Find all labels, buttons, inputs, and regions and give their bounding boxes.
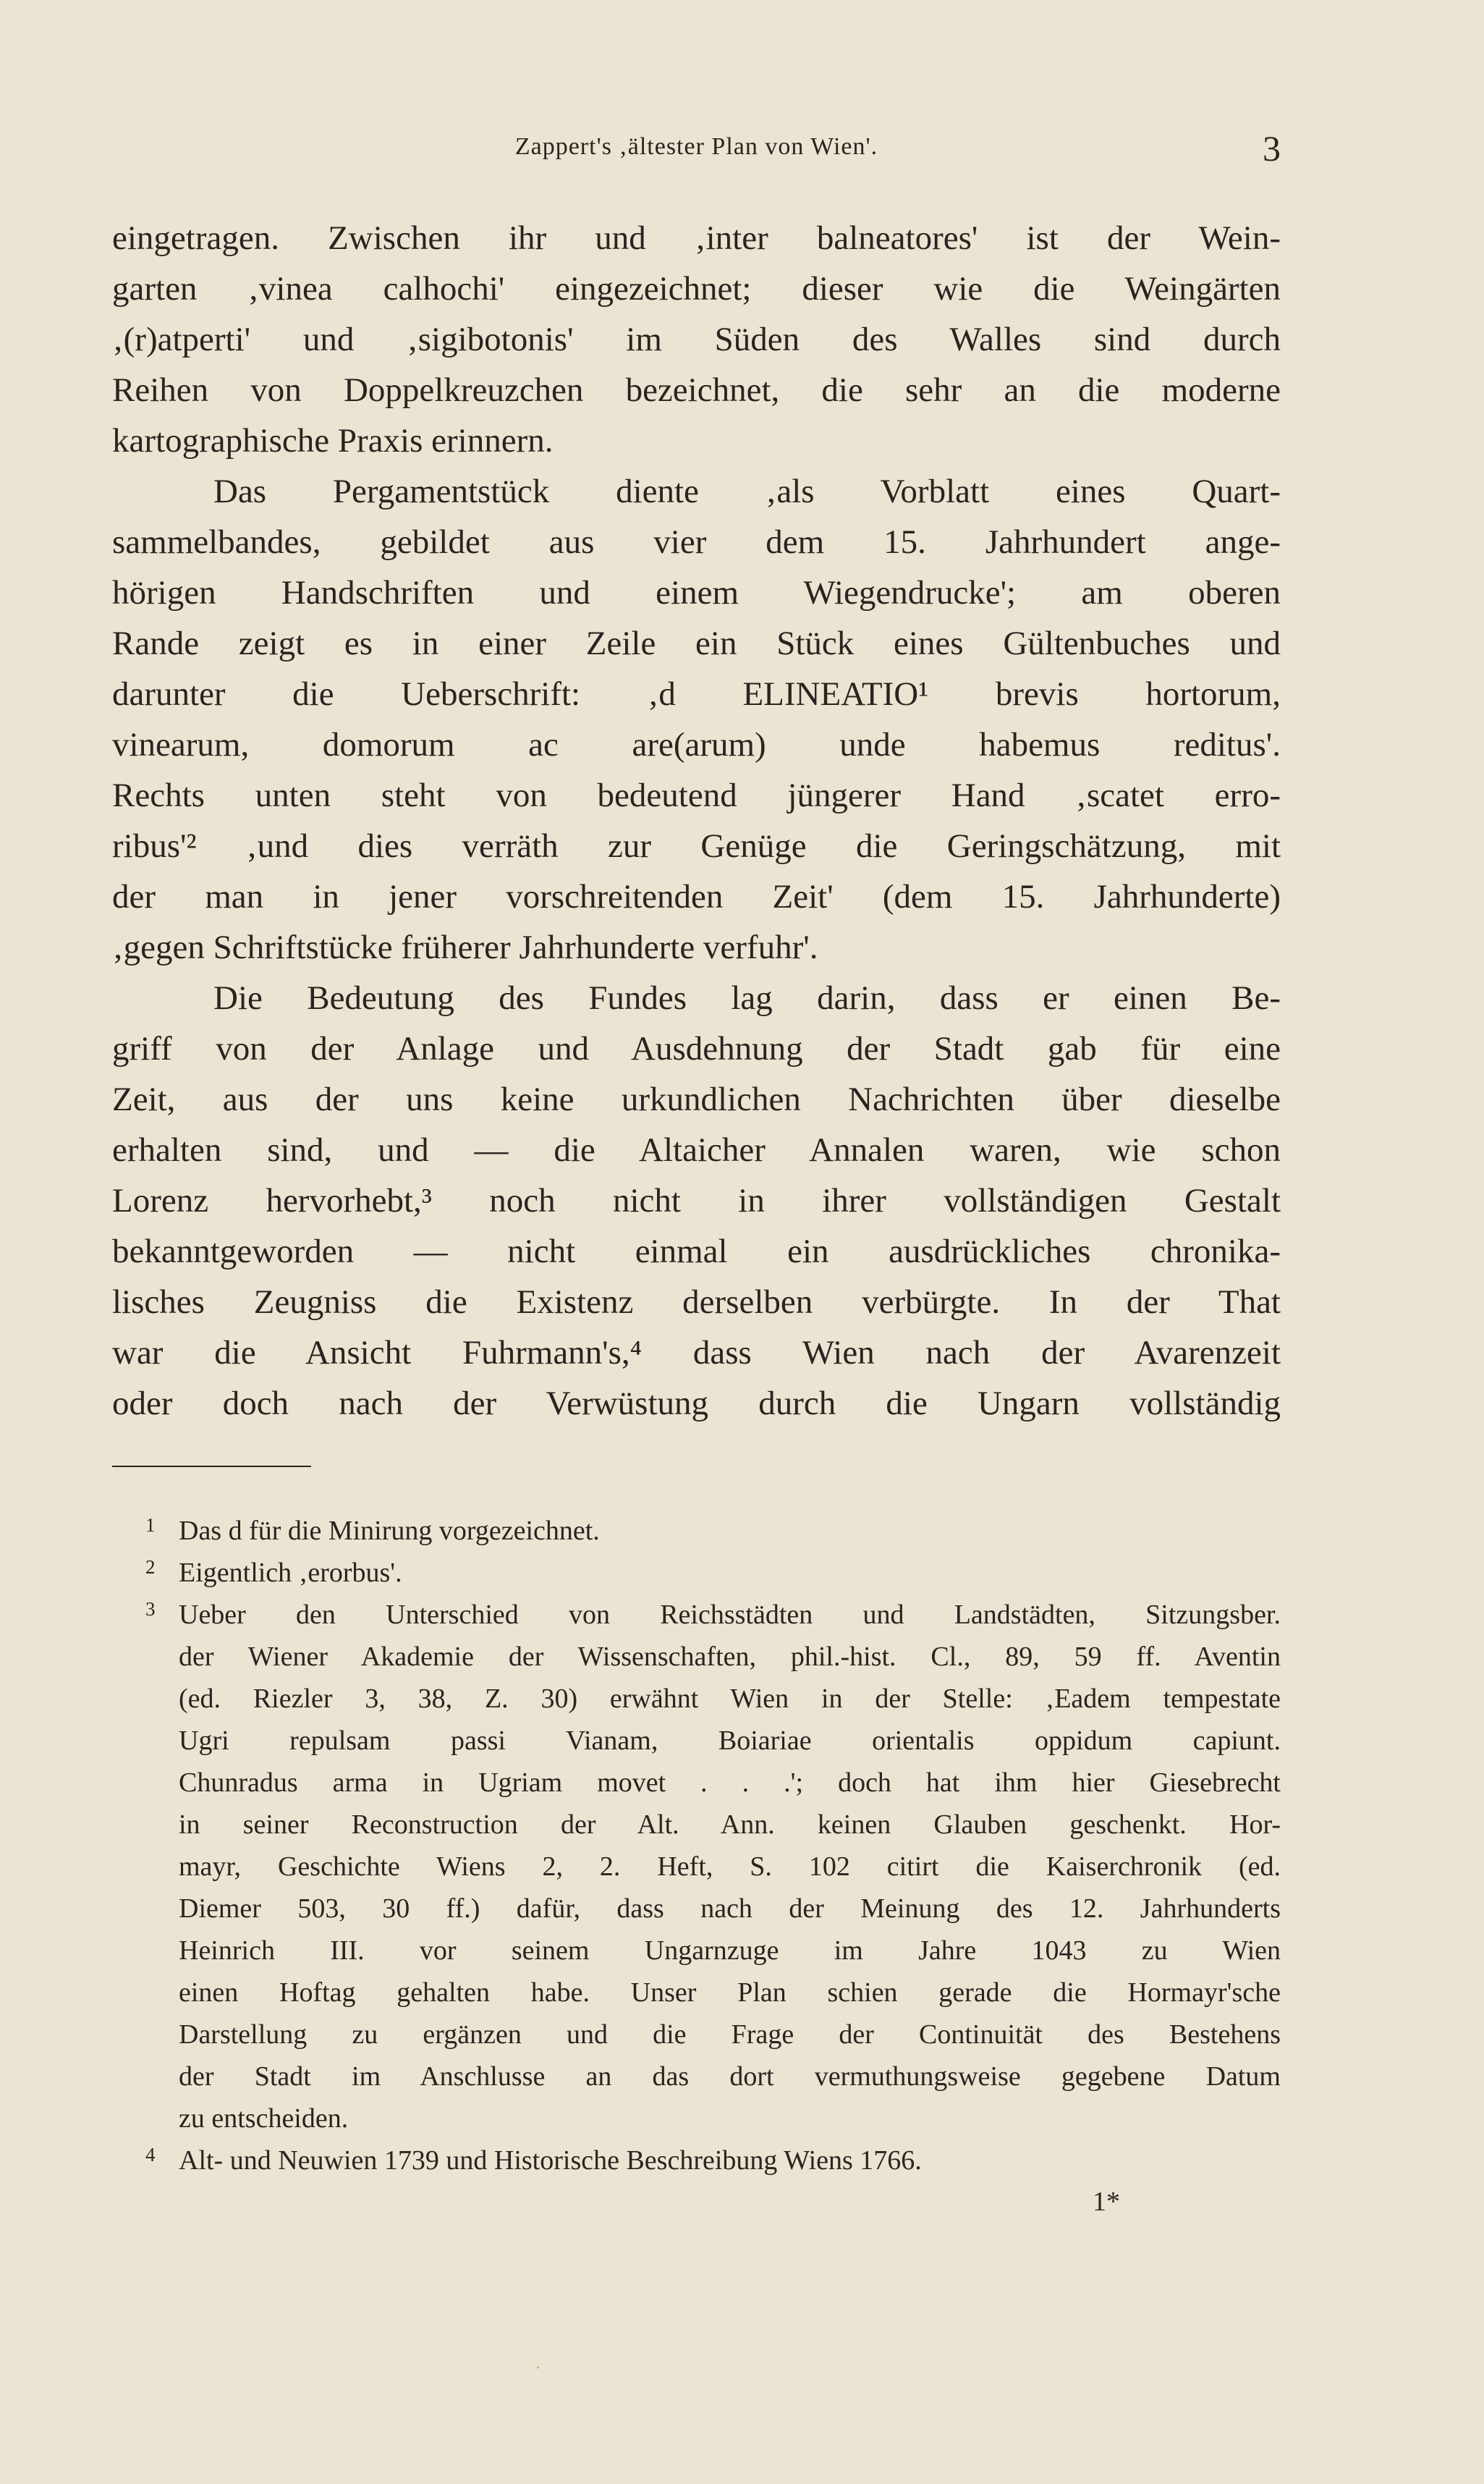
- page-number: 3: [1263, 128, 1281, 169]
- footnote-line: in seiner Reconstruction der Alt. Ann. keinen Glauben geschenkt. Hor-: [179, 1809, 1281, 1840]
- footnote-divider: [112, 1466, 311, 1467]
- footnote-line: (ed. Riezler 3, 38, Z. 30) erwähnt Wien in der Stelle: ‚Eadem tempestate: [179, 1684, 1281, 1714]
- footnote-marker: 4: [145, 2144, 156, 2166]
- footnote-line: Ugri repulsam passi Vianam, Boiariae orientalis oppidum capiunt.: [179, 1725, 1281, 1756]
- body-line: hörigen Handschriften und einem Wiegendrucke'; am oberen: [112, 574, 1281, 612]
- body-line: eingetragen. Zwischen ihr und ‚inter balneatores' ist der Wein-: [112, 219, 1281, 257]
- body-line: lisches Zeugniss die Existenz derselben verbürgte. In der That: [112, 1283, 1281, 1321]
- body-line: darunter die Ueberschrift: ‚d ELINEATIO¹ brevis hortorum,: [112, 675, 1281, 713]
- body-line: erhalten sind, und — die Altaicher Annalen waren, wie schon: [112, 1131, 1281, 1169]
- footnote-line: Diemer 503, 30 ff.) dafür, dass nach der Meinung des 12. Jahrhunderts: [179, 1893, 1281, 1924]
- footnote-marker: 1: [145, 1514, 156, 1536]
- body-line: war die Ansicht Fuhrmann's,⁴ dass Wien nach der Avarenzeit: [112, 1334, 1281, 1372]
- body-line: Reihen von Doppelkreuzchen bezeichnet, die sehr an die moderne: [112, 371, 1281, 409]
- footnote-line: Heinrich III. vor seinem Ungarnzuge im Jahre 1043 zu Wien: [179, 1935, 1281, 1966]
- stray-ink-dot: ·: [535, 2360, 540, 2378]
- body-line: Das Pergamentstück diente ‚als Vorblatt eines Quart-: [213, 473, 1281, 510]
- body-line: oder doch nach der Verwüstung durch die Ungarn vollständig: [112, 1385, 1281, 1422]
- running-title: Zappert's ‚ältester Plan von Wien'.: [514, 133, 878, 160]
- footnote-line: Chunradus arma in Ugriam movet . . .'; doch hat ihm hier Giesebrecht: [179, 1767, 1281, 1798]
- body-line: der man in jener vorschreitenden Zeit' (dem 15. Jahrhunderte): [112, 878, 1281, 916]
- footnote-text: Eigentlich ‚erorbus'.: [179, 1558, 402, 1588]
- footnote-line: [112, 1510, 1281, 1552]
- footnote-marker: 3: [145, 1598, 156, 1620]
- footnotes: [112, 1510, 1281, 2181]
- footnote-line: der Stadt im Anschlusse an das dort vermuthungsweise gegebene Datum: [179, 2061, 1281, 2092]
- running-head: [112, 127, 1281, 169]
- footnote-text: Das d für die Minirung vorgezeichnet.: [179, 1516, 600, 1546]
- footnote-line: Darstellung zu ergänzen und die Frage der Continuität des Bestehens: [179, 2019, 1281, 2050]
- body-line: sammelbandes, gebildet aus vier dem 15. Jahrhundert ange-: [112, 523, 1281, 561]
- body-line: bekanntgeworden — nicht einmal ein ausdrückliches chronika-: [112, 1233, 1281, 1270]
- body-line: ‚gegen Schriftstücke früherer Jahrhunderte verfuhr'.: [112, 929, 818, 966]
- body-text: [112, 213, 1281, 1429]
- footnote-line: [112, 1594, 1281, 1636]
- footnote-text: Alt- und Neuwien 1739 und Historische Beschreibung Wiens 1766.: [179, 2145, 922, 2176]
- signature-mark: 1*: [1093, 2187, 1120, 2217]
- footnote-line: zu entscheiden.: [179, 2103, 349, 2134]
- body-line: garten ‚vinea calhochi' eingezeichnet; dieser wie die Weingärten: [112, 270, 1281, 308]
- footnote-line: [112, 1552, 1281, 1594]
- footnote-line: mayr, Geschichte Wiens 2, 2. Heft, S. 102 citirt die Kaiserchronik (ed.: [179, 1851, 1281, 1882]
- body-line: kartographische Praxis erinnern.: [112, 422, 554, 460]
- body-line: griff von der Anlage und Ausdehnung der Stadt gab für eine: [112, 1030, 1281, 1068]
- footnote-marker: 2: [145, 1556, 156, 1578]
- body-line: Die Bedeutung des Fundes lag darin, dass er einen Be-: [213, 979, 1281, 1017]
- footnote-text: Ueber den Unterschied von Reichsstädten und Landstädten, Sitzungsber.: [179, 1600, 1281, 1630]
- body-line: Rande zeigt es in einer Zeile ein Stück eines Gültenbuches und: [112, 625, 1281, 662]
- footnote-line: [112, 2139, 1281, 2181]
- footnote-line: der Wiener Akademie der Wissenschaften, phil.-hist. Cl., 89, 59 ff. Aventin: [179, 1642, 1281, 1672]
- body-line: ‚(r)atperti' und ‚sigibotonis' im Süden des Walles sind durch: [112, 321, 1281, 358]
- body-line: Lorenz hervorhebt,³ noch nicht in ihrer vollständigen Gestalt: [112, 1182, 1281, 1220]
- footnote-line: einen Hoftag gehalten habe. Unser Plan schien gerade die Hormayr'sche: [179, 1977, 1281, 2008]
- body-line: Zeit, aus der uns keine urkundlichen Nachrichten über dieselbe: [112, 1081, 1281, 1118]
- body-line: Rechts unten steht von bedeutend jüngerer Hand ‚scatet erro-: [112, 777, 1281, 814]
- body-line: ribus'² ‚und dies verräth zur Genüge die Geringschätzung, mit: [112, 827, 1281, 865]
- body-line: vinearum, domorum ac are(arum) unde habemus reditus'.: [112, 726, 1281, 764]
